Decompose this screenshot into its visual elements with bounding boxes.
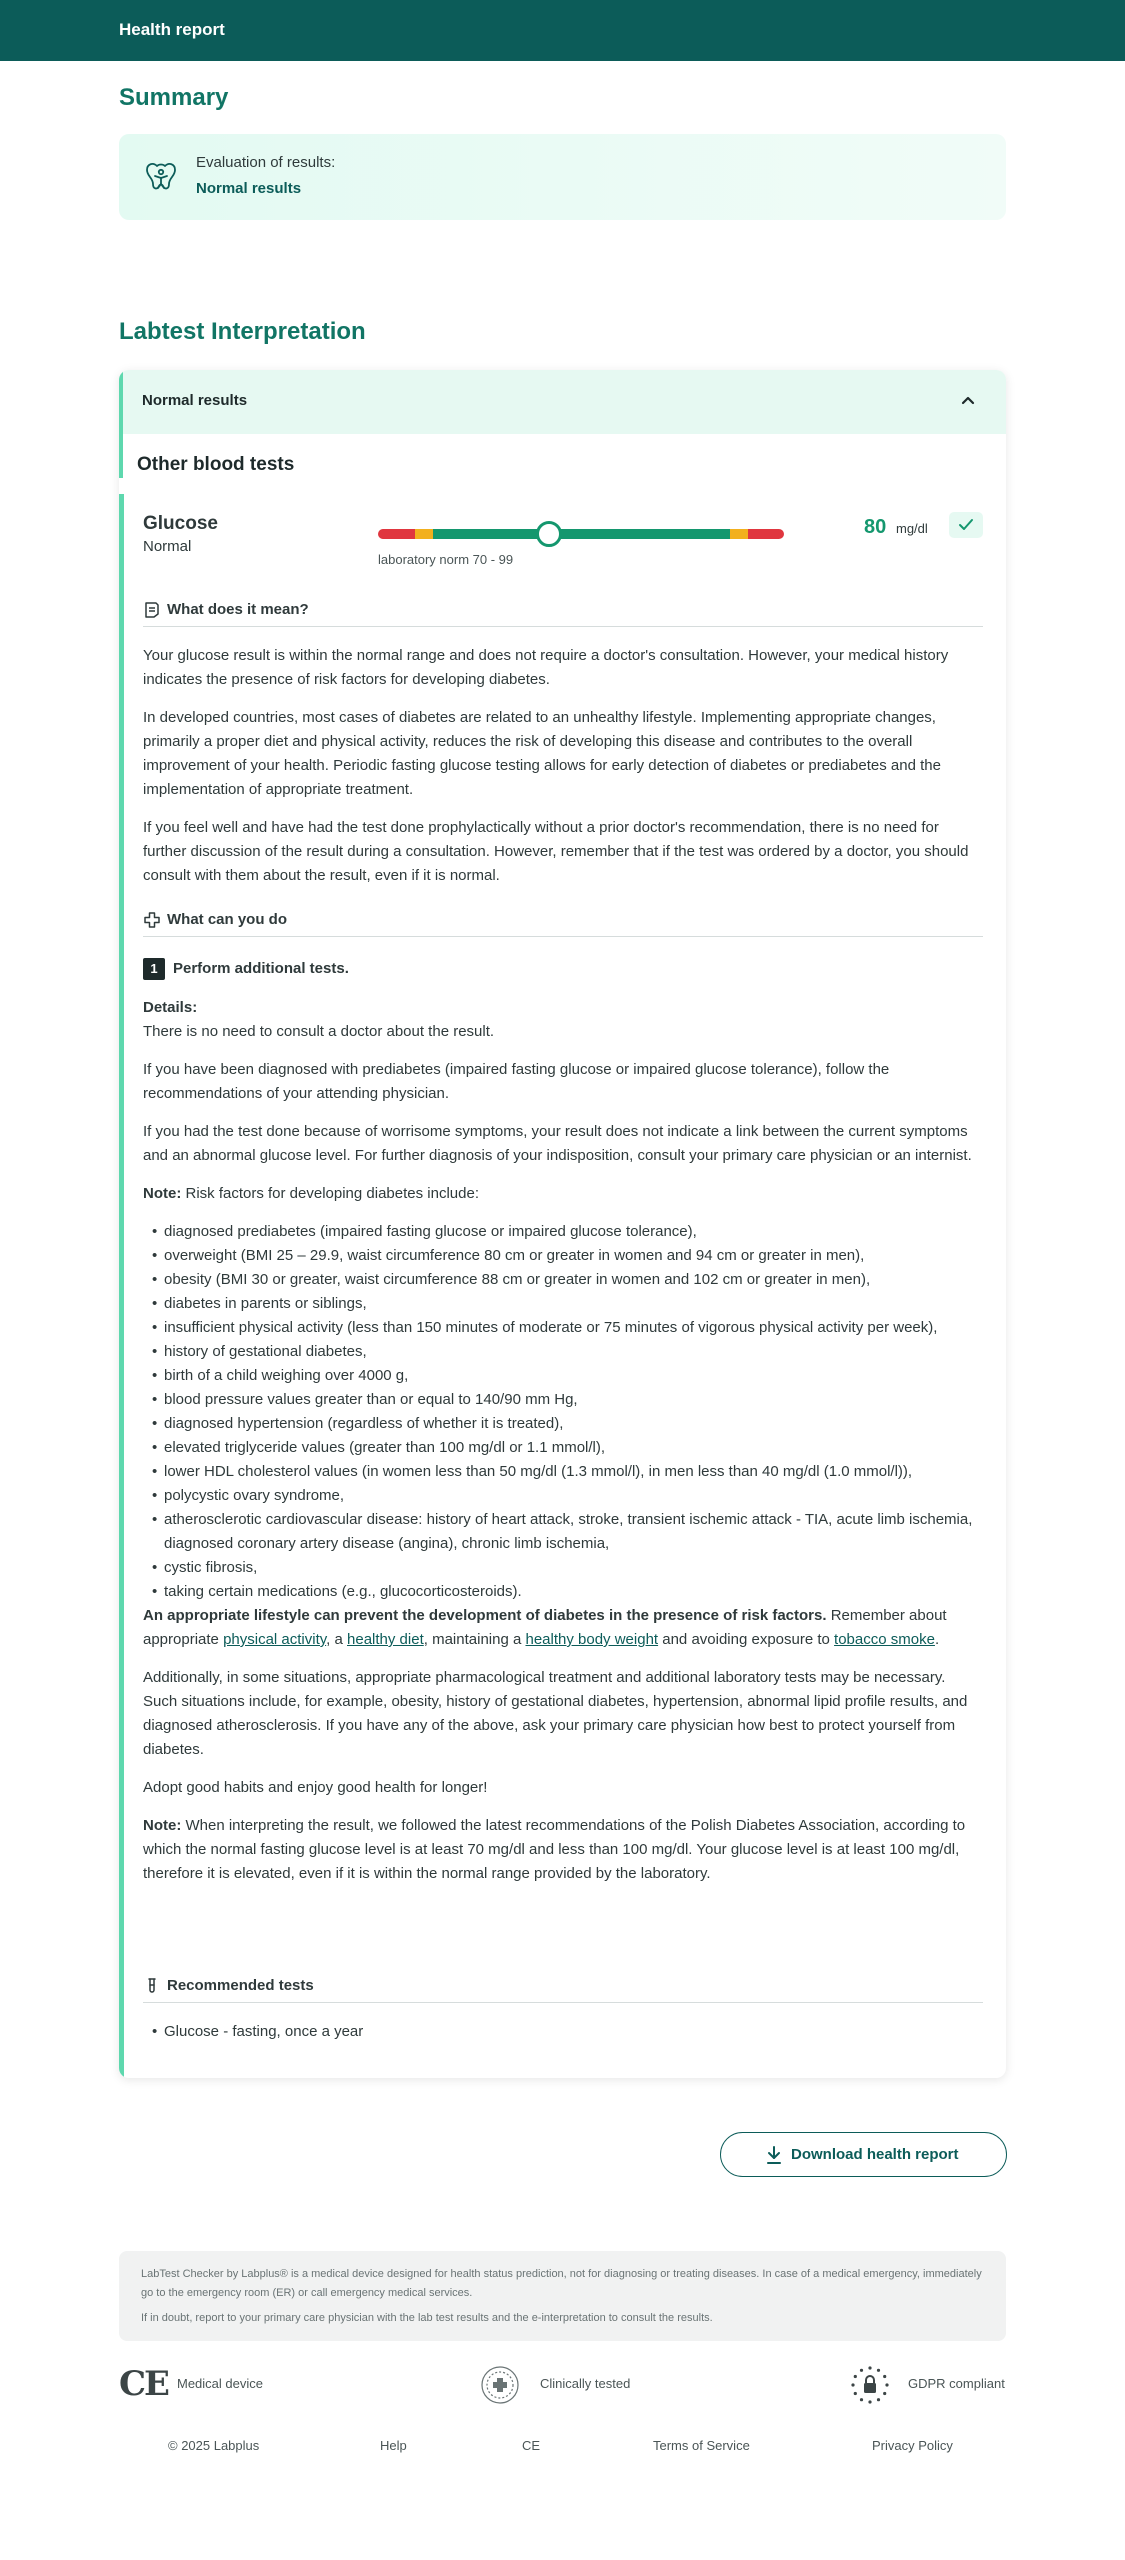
risk-factor-item: • elevated triglyceride values (greater than 100 mg/dl or 1.1 mmol/l),: [152, 1436, 983, 1460]
badge-medical-device: [119, 2360, 319, 2410]
risk-factor-list: [152, 1220, 983, 1604]
adopt-paragraph: Adopt good habits and enjoy good health for longer!: [143, 1779, 488, 1796]
range-low-red: [378, 529, 415, 539]
section-title: Recommended tests: [167, 1977, 314, 1994]
download-report-button[interactable]: [720, 2132, 1007, 2177]
labtest-heading: Labtest Interpretation: [119, 318, 366, 345]
gdpr-lock-icon: [850, 2365, 890, 2405]
ce-mark-icon: CE: [119, 2364, 168, 2404]
check-icon: [958, 517, 974, 533]
meaning-paragraph: If you feel well and have had the test done prophylactically without a prior doctor's recommendation, there is no need for further discussion of the result during a consultation. However, remember that if the test was ordered by a doctor, you should consult with them about the result, even if it is normal.: [143, 819, 969, 884]
lifestyle-paragraph: An appropriate lifestyle can prevent the development of diabetes in the presence of risk factors. Remember about appropriate physical activity, a healthy diet, maintaining a healthy body weight and avoiding exposure to tobacco smoke.: [143, 1607, 947, 1648]
plus-icon: [143, 911, 161, 929]
document-icon: [143, 601, 161, 619]
range-high-red: [748, 529, 784, 539]
download-label: Download health report: [791, 2146, 959, 2163]
risk-factor-item: • history of gestational diabetes,: [152, 1340, 983, 1364]
norm-label: laboratory norm 70 - 99: [378, 552, 514, 567]
clinical-seal-icon: [480, 2365, 520, 2405]
badge-label: Clinically tested: [540, 2376, 631, 2391]
link-tobacco-smoke[interactable]: tobacco smoke: [834, 1631, 935, 1648]
risk-factor-item: • cystic fibrosis,: [152, 1556, 983, 1580]
section-what-you-can-do: [143, 911, 983, 937]
section-what-it-means: [143, 601, 983, 627]
group-title: Other blood tests: [137, 454, 295, 475]
details-text: There is no need to consult a doctor about the result.: [143, 1023, 495, 1040]
footer-link-help[interactable]: Help: [380, 2438, 407, 2453]
section-title: What can you do: [167, 911, 287, 928]
note-paragraph: Note: Risk factors for developing diabetes include:: [143, 1185, 479, 1202]
test-glucose: [119, 494, 1006, 2078]
badge-clinically-tested: [480, 2360, 680, 2410]
footer: [0, 2438, 1125, 2462]
risk-factor-item: • diagnosed prediabetes (impaired fasting glucose or impaired glucose tolerance),: [152, 1220, 983, 1244]
risk-factor-item: • birth of a child weighing over 4000 g,: [152, 1364, 983, 1388]
top-bar: [0, 0, 1125, 61]
chevron-up-icon[interactable]: [958, 390, 978, 410]
details-label: Details:: [143, 999, 198, 1016]
app-title: Health report: [119, 20, 225, 39]
risk-factor-item: • diabetes in parents or siblings,: [152, 1292, 983, 1316]
badge-label: GDPR compliant: [908, 2376, 1005, 2391]
range-bar: [378, 529, 784, 539]
disclaimer-text-1: LabTest Checker by Labplus® is a medical device designed for health status prediction, not for diagnosing or treating diseases. In case of a medical emergency, immediately go to the emergency room (ER) or call emergency medical services.: [141, 2268, 982, 2299]
summary-heading: Summary: [119, 84, 229, 111]
download-icon: [765, 2145, 783, 2165]
prediabetes-paragraph: If you have been diagnosed with prediabetes (impaired fasting glucose or impaired glucose tolerance), follow the recommendations of your attending physician.: [143, 1061, 890, 1102]
group-accent-bar: [119, 434, 123, 478]
accordion-title: Normal results: [142, 392, 248, 409]
range-low-yellow: [415, 529, 433, 539]
risk-factor-item: • lower HDL cholesterol values (in women less than 50 mg/dl (1.3 mmol/l), in men less than 40 mg/dl (1.0 mmol/l)),: [152, 1460, 983, 1484]
body-health-icon: [141, 156, 181, 196]
risk-factor-item: • insufficient physical activity (less than 150 minutes of moderate or 75 minutes of vigorous physical activity per week),: [152, 1316, 983, 1340]
risk-factor-item: • overweight (BMI 25 – 29.9, waist circumference 80 cm or greater in women and 94 cm or greater in men),: [152, 1244, 983, 1268]
test-status: Normal: [143, 538, 192, 555]
section-recommended-tests: [143, 1977, 983, 2003]
note2-paragraph: Note: When interpreting the result, we followed the latest recommendations of the Polish Diabetes Association, according to which the normal fasting glucose level is at least 70 mg/dl and less than 100 mg/dl. Your glucose level is at least 100 mg/dl, therefore it is elevated, even if it is within the normal range provided by the laboratory.: [143, 1817, 966, 1882]
certification-badges: [0, 2360, 1125, 2410]
symptoms-paragraph: If you had the test done because of worrisome symptoms, your result does not indicate a link between the current symptoms and an abnormal glucose level. For further diagnosis of your indisposition, consult your primary care physician or an internist.: [143, 1123, 972, 1164]
disclaimer: [119, 2251, 1006, 2341]
footer-link-terms[interactable]: Terms of Service: [653, 2438, 750, 2453]
risk-factor-item: • taking certain medications (e.g., glucocorticosteroids).: [152, 1580, 983, 1604]
test-name: Glucose: [143, 513, 218, 534]
summary-card: [119, 134, 1006, 220]
accordion-header-normal-results[interactable]: [119, 370, 1006, 434]
recommended-list: [152, 2020, 983, 2044]
recommended-content: [143, 2020, 983, 2044]
badge-gdpr: [850, 2360, 1010, 2410]
range-marker: [536, 521, 562, 547]
evaluation-value: Normal results: [196, 180, 302, 197]
additionally-paragraph: Additionally, in some situations, appropriate pharmacological treatment and additional laboratory tests may be necessary. Such situations include, for example, obesity, history of gestational diabetes, hypertension, abnormal lipid profile results, and diagnosed atherosclerosis. If you have any of the above, ask your primary care physician how best to protect yourself from diabetes.: [143, 1669, 968, 1758]
risk-factor-item: • polycystic ovary syndrome,: [152, 1484, 983, 1508]
risk-factor-item: • obesity (BMI 30 or greater, waist circumference 88 cm or greater in women and 102 cm or greater in men),: [152, 1268, 983, 1292]
step-number: 1: [143, 958, 165, 980]
footer-link-privacy[interactable]: Privacy Policy: [872, 2438, 953, 2453]
recommended-item: • Glucose - fasting, once a year: [152, 2020, 983, 2044]
can-do-content: [143, 996, 983, 1900]
risk-factor-item: • atherosclerotic cardiovascular disease: history of heart attack, stroke, transient ischemic attack - TIA, acute limb ischemia, diagnosed coronary artery disease (angina), chronic limb ischemia,: [152, 1508, 983, 1556]
risk-factor-item: • diagnosed hypertension (regardless of whether it is treated),: [152, 1412, 983, 1436]
badge-label: Medical device: [177, 2376, 263, 2391]
link-healthy-diet[interactable]: healthy diet: [347, 1631, 424, 1648]
meaning-content: [143, 644, 983, 902]
step-title: Perform additional tests.: [173, 960, 349, 977]
meaning-paragraph: Your glucose result is within the normal range and does not require a doctor's consultation. However, your medical history indicates the presence of risk factors for developing diabetes.: [143, 647, 949, 688]
labtest-card: [119, 370, 1006, 2078]
footer-copyright: © 2025 Labplus: [168, 2438, 260, 2453]
risk-factor-item: • blood pressure values greater than or equal to 140/90 mm Hg,: [152, 1388, 983, 1412]
meaning-paragraph: In developed countries, most cases of diabetes are related to an unhealthy lifestyle. Implementing appropriate changes, primarily a proper diet and physical activity, reduces the risk of developing this disease and contributes to the overall improvement of your health. Periodic fasting glucose testing allows for early detection of diabetes or prediabetes and the implementation of appropriate treatment.: [143, 709, 941, 798]
section-title: What does it mean?: [167, 601, 309, 618]
result-unit: mg/dl: [896, 521, 928, 536]
normal-status-badge: [949, 512, 983, 538]
test-tube-icon: [143, 1977, 161, 1995]
link-healthy-body-weight[interactable]: healthy body weight: [525, 1631, 659, 1648]
evaluation-label: Evaluation of results:: [196, 154, 336, 171]
disclaimer-text-2: If in doubt, report to your primary care physician with the lab test results and the e-interpretation to consult the results.: [141, 2312, 713, 2324]
footer-link-ce[interactable]: CE: [522, 2438, 541, 2453]
range-high-yellow: [730, 529, 748, 539]
link-physical-activity[interactable]: physical activity: [223, 1631, 327, 1648]
range-normal-green: [433, 529, 730, 539]
result-value: 80: [864, 516, 887, 538]
